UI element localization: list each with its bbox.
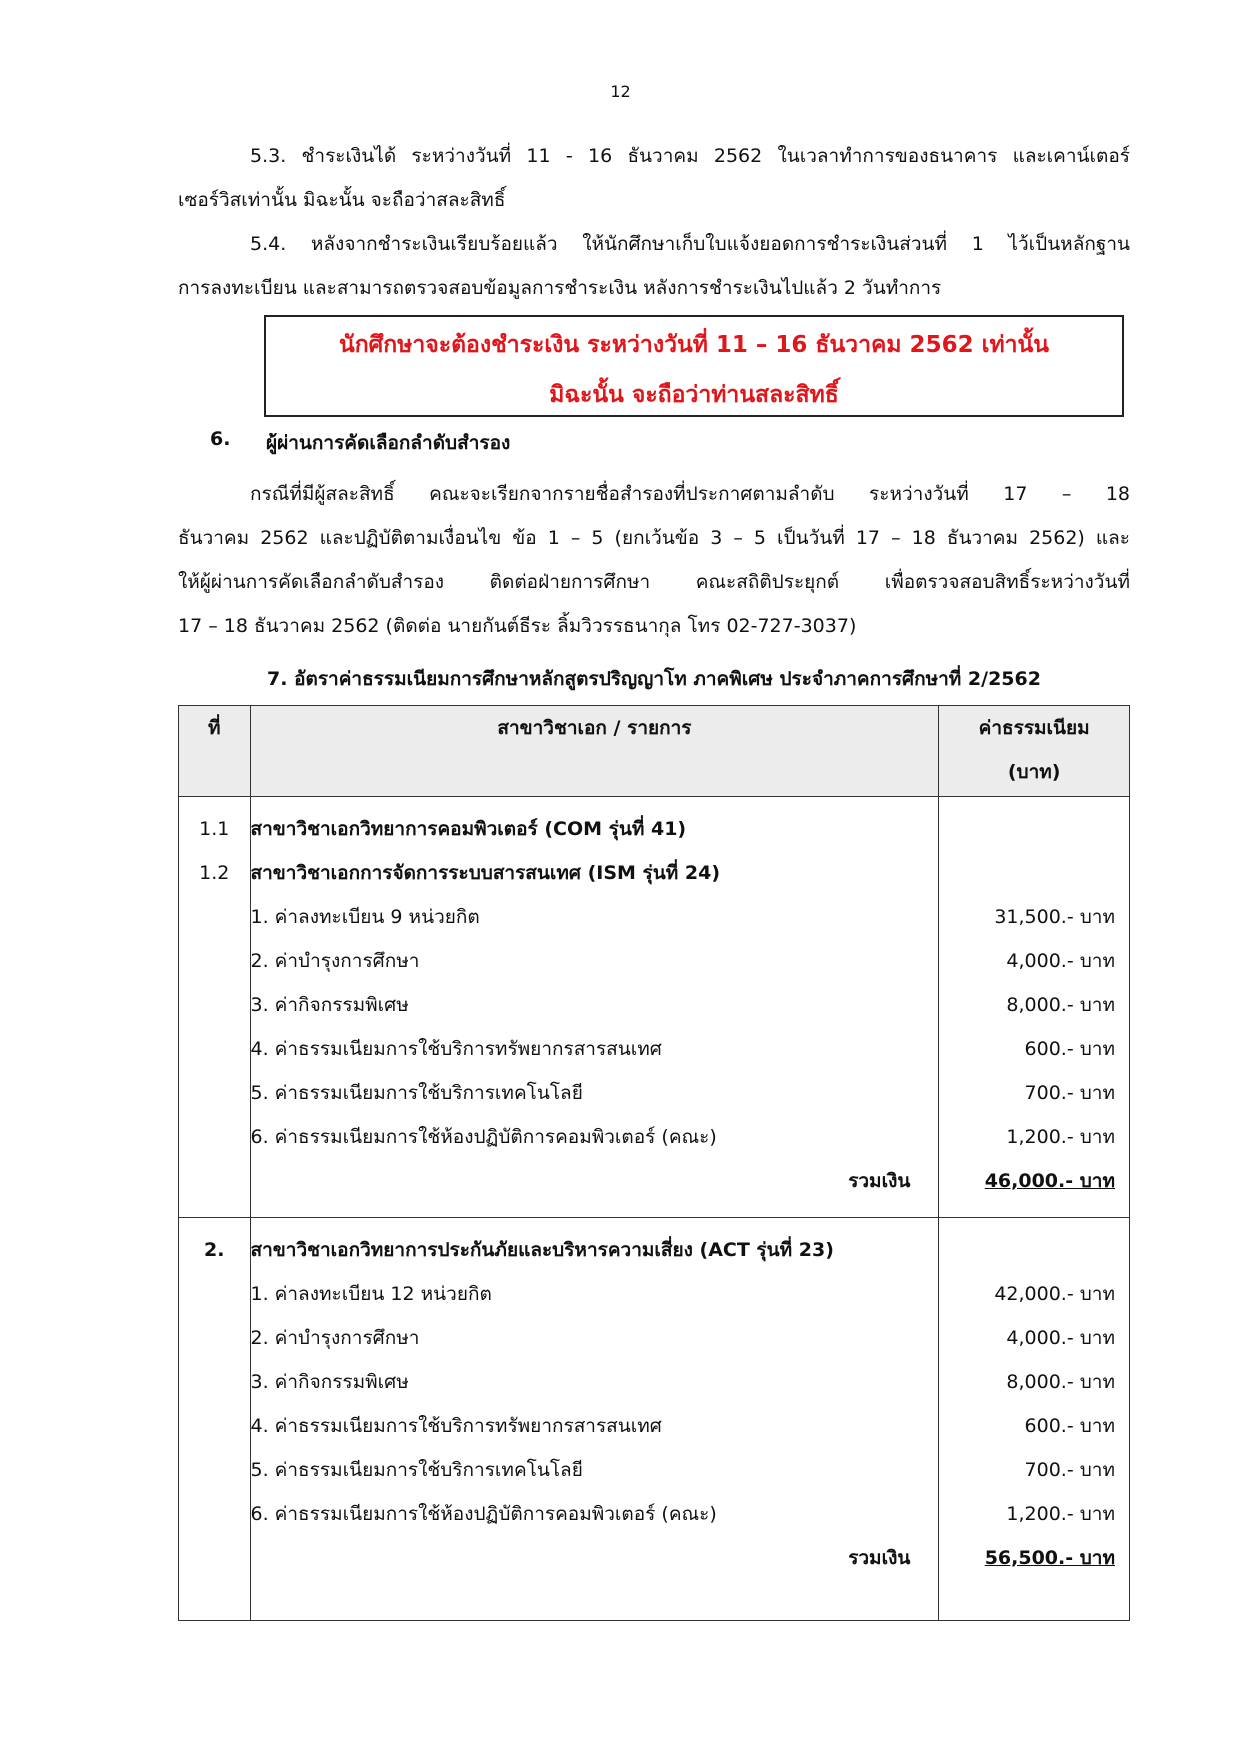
table-row: [179, 851, 1130, 895]
row-number: 1.2: [179, 851, 251, 895]
table-row: [179, 983, 1130, 1027]
table-row: [179, 939, 1130, 983]
section-6-line-4: 17 – 18 ธันวาคม 2562 (ติดต่อ นายกันต์ธีระ ลิ้มวิวรรธนากุล โทร 02-727-3037): [178, 615, 857, 637]
section-7-title: 7. อัตราค่าธรรมเนียมการศึกษาหลักสูตรปริญญาโท ภาคพิเศษ ประจำภาคการศึกษาที่ 2/2562: [267, 668, 1041, 690]
major-name: สาขาวิชาเอกวิทยาการประกันภัยและบริหารความเสี่ยง (ACT รุ่นที่ 23): [250, 1228, 939, 1272]
paragraph-5-4-line-1: 5.4. หลังจากชำระเงินเรียบร้อยแล้ว ให้นักศึกษาเก็บใบแจ้งยอดการชำระเงินส่วนที่ 1 ไว้เป็นหลักฐาน: [250, 233, 1130, 255]
table-row: [179, 1115, 1130, 1159]
header-fee-line-1: ค่าธรรมเนียม: [978, 717, 1090, 739]
fee-item-label: 3. ค่ากิจกรรมพิเศษ: [250, 1360, 939, 1404]
section-6-title: ผู้ผ่านการคัดเลือกลำดับสำรอง: [266, 432, 511, 454]
total-label: รวมเงิน: [250, 1159, 939, 1203]
total-label: รวมเงิน: [250, 1536, 939, 1580]
fee-item-label: 6. ค่าธรรมเนียมการใช้ห้องปฏิบัติการคอมพิวเตอร์ (คณะ): [250, 1115, 939, 1159]
fee-item-value: 1,200.- บาท: [939, 1492, 1130, 1536]
table-row-total: [179, 1159, 1130, 1203]
table-row: [179, 1027, 1130, 1071]
fee-item-value: 31,500.- บาท: [939, 895, 1130, 939]
fee-item-label: 5. ค่าธรรมเนียมการใช้บริการเทคโนโลยี: [250, 1448, 939, 1492]
table-row: [179, 1360, 1130, 1404]
row-number: 1.1: [179, 807, 251, 851]
table-row: [179, 895, 1130, 939]
section-6-number: 6.: [210, 428, 231, 450]
table-row: [179, 1448, 1130, 1492]
fee-item-label: 2. ค่าบำรุงการศึกษา: [250, 939, 939, 983]
fee-item-value: 4,000.- บาท: [939, 1316, 1130, 1360]
table-row: [179, 1492, 1130, 1536]
major-name: สาขาวิชาเอกวิทยาการคอมพิวเตอร์ (COM รุ่นที่ 41): [250, 807, 939, 851]
fee-item-value: 42,000.- บาท: [939, 1272, 1130, 1316]
fee-item-label: 1. ค่าลงทะเบียน 9 หน่วยกิต: [250, 895, 939, 939]
fee-item-label: 4. ค่าธรรมเนียมการใช้บริการทรัพยากรสารสนเทศ: [250, 1027, 939, 1071]
header-no: ที่: [179, 706, 251, 797]
section-6-line-2: ธันวาคม 2562 และปฏิบัติตามเงื่อนไข ข้อ 1 – 5 (ยกเว้นข้อ 3 – 5 เป็นวันที่ 17 – 18 ธันวาคม 2562) และ: [178, 527, 1130, 549]
fee-item-value: 700.- บาท: [939, 1071, 1130, 1115]
section-6-line-3: ให้ผู้ผ่านการคัดเลือกลำดับสำรอง ติดต่อฝ่ายการศึกษา คณะสถิติประยุกต์ เพื่อตรวจสอบสิทธิ์ระหว่างวันที่: [178, 571, 1130, 593]
table-header-row: [179, 706, 1130, 797]
notice-line-1: นักศึกษาจะต้องชำระเงิน ระหว่างวันที่ 11 – 16 ธันวาคม 2562 เท่านั้น: [339, 332, 1049, 358]
table-row: [179, 1272, 1130, 1316]
fee-item-label: 2. ค่าบำรุงการศึกษา: [250, 1316, 939, 1360]
fee-item-value: 600.- บาท: [939, 1404, 1130, 1448]
table-row: [179, 807, 1130, 851]
major-name: สาขาวิชาเอกการจัดการระบบสารสนเทศ (ISM รุ่นที่ 24): [250, 851, 939, 895]
fee-item-value: 8,000.- บาท: [939, 983, 1130, 1027]
fee-item-label: 4. ค่าธรรมเนียมการใช้บริการทรัพยากรสารสนเทศ: [250, 1404, 939, 1448]
page-number: 12: [610, 82, 631, 101]
fee-item-label: 5. ค่าธรรมเนียมการใช้บริการเทคโนโลยี: [250, 1071, 939, 1115]
header-fee: [939, 706, 1130, 797]
paragraph-5-4-line-2: การลงทะเบียน และสามารถตรวจสอบข้อมูลการชำระเงิน หลังการชำระเงินไปแล้ว 2 วันทำการ: [178, 277, 942, 299]
fee-item-value: 1,200.- บาท: [939, 1115, 1130, 1159]
header-item: สาขาวิชาเอก / รายการ: [250, 706, 939, 797]
section-6-line-1: กรณีที่มีผู้สละสิทธิ์ คณะจะเรียกจากรายชื่อสำรองที่ประกาศตามลำดับ ระหว่างวันที่ 17 – 18: [250, 483, 1130, 505]
paragraph-5-3-line-2: เซอร์วิสเท่านั้น มิฉะนั้น จะถือว่าสละสิทธิ์: [178, 189, 506, 211]
table-row: [179, 1071, 1130, 1115]
fee-item-label: 3. ค่ากิจกรรมพิเศษ: [250, 983, 939, 1027]
header-fee-line-2: (บาท): [1007, 761, 1061, 783]
fee-item-value: 4,000.- บาท: [939, 939, 1130, 983]
notice-line-2: มิฉะนั้น จะถือว่าท่านสละสิทธิ์: [549, 382, 839, 408]
fee-item-value: 8,000.- บาท: [939, 1360, 1130, 1404]
fee-item-label: 6. ค่าธรรมเนียมการใช้ห้องปฏิบัติการคอมพิวเตอร์ (คณะ): [250, 1492, 939, 1536]
table-row: [179, 1316, 1130, 1360]
fee-item-value: 700.- บาท: [939, 1448, 1130, 1492]
fee-item-value: 600.- บาท: [939, 1027, 1130, 1071]
fee-table: [178, 705, 1130, 1621]
paragraph-5-3-line-1: 5.3. ชำระเงินได้ ระหว่างวันที่ 11 - 16 ธันวาคม 2562 ในเวลาทำการของธนาคาร และเคาน์เตอร์: [250, 145, 1130, 167]
table-row: [179, 1228, 1130, 1272]
row-number: 2.: [179, 1228, 251, 1272]
fee-item-label: 1. ค่าลงทะเบียน 12 หน่วยกิต: [250, 1272, 939, 1316]
table-row-total: [179, 1536, 1130, 1580]
total-value: 46,000.- บาท: [939, 1159, 1130, 1203]
table-row: [179, 1404, 1130, 1448]
total-value: 56,500.- บาท: [939, 1536, 1130, 1580]
